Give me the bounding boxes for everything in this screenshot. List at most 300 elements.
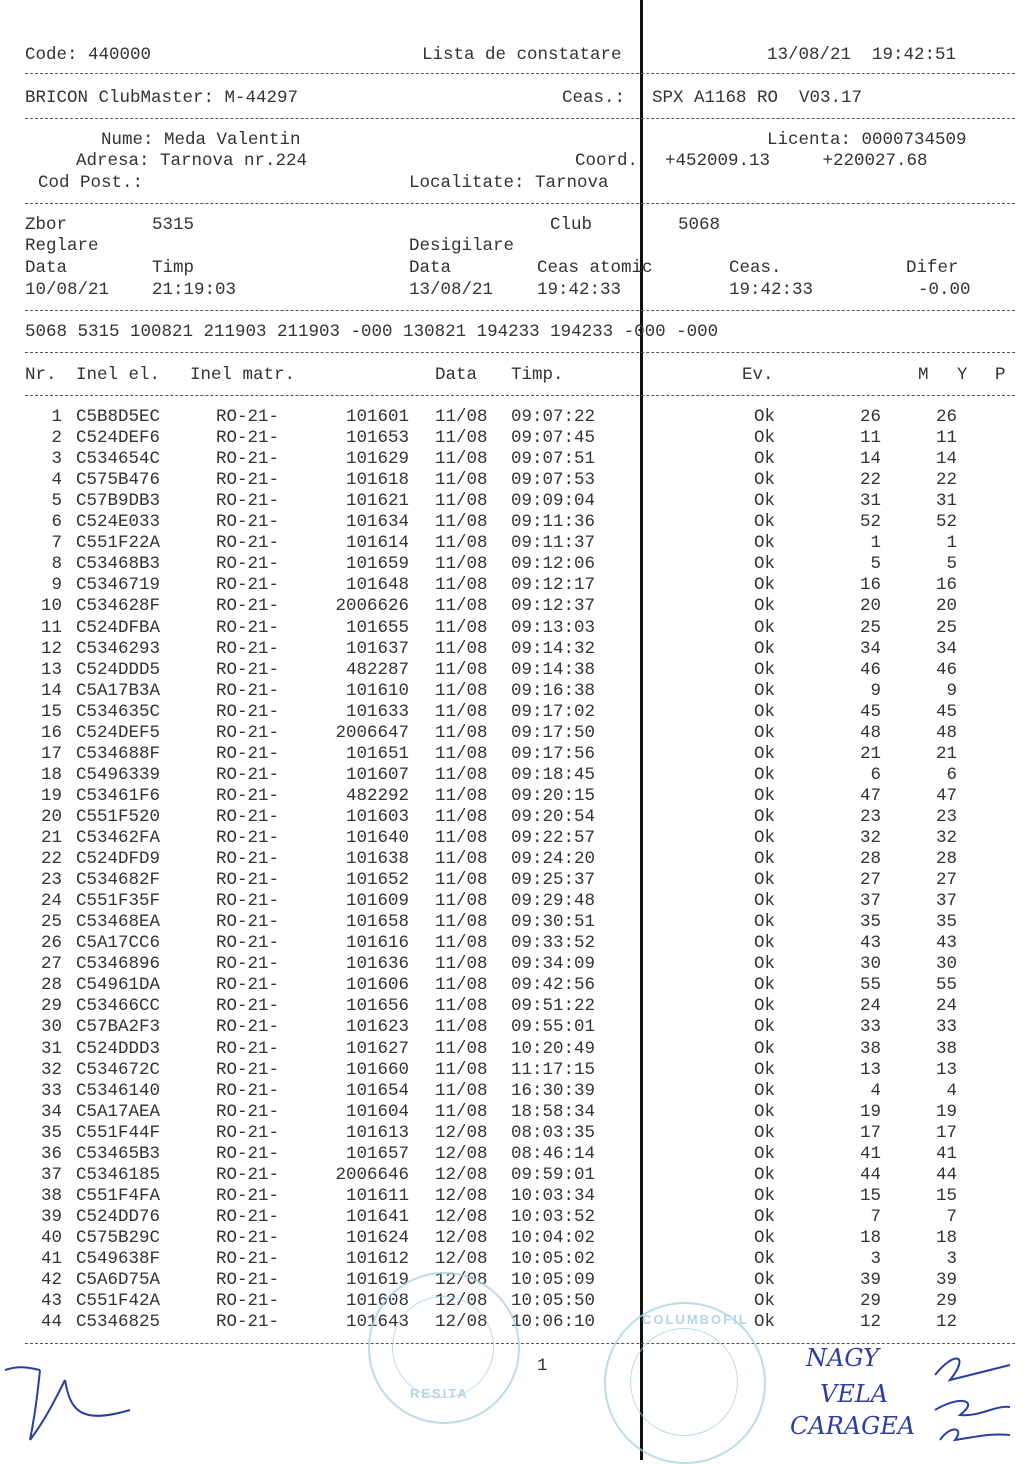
row-nr: 2 [51,428,62,449]
row-m: 31 [859,491,881,512]
row-time: 09:12:37 [511,596,596,617]
row-nr: 22 [40,849,62,870]
row-nr: 1 [51,407,62,427]
row-inel-matr: 101641 [345,1206,409,1227]
table-row [0,1144,1024,1165]
row-time: 09:09:04 [511,491,596,512]
row-nr: 26 [40,933,62,954]
row-y: 38 [935,1038,957,1059]
row-inel-matr: 101637 [345,638,409,659]
row-m: 11 [859,428,881,449]
row-time: 10:04:02 [511,1227,596,1248]
row-ring-prefix: RO-21- [216,596,280,617]
row-nr: 41 [40,1249,62,1269]
coord-value: +452009.13 +220027.68 [665,151,928,171]
row-date: 11/08 [435,806,488,827]
row-ring-prefix: RO-21- [216,1059,280,1080]
table-row [0,554,1024,575]
row-ev: Ok [754,491,776,512]
row-date: 12/08 [435,1270,488,1291]
row-inel-el: C53466CC [76,996,161,1017]
row-m: 16 [859,575,881,596]
row-ev: Ok [754,554,776,575]
row-nr: 35 [40,1122,62,1143]
row-time: 09:07:22 [511,407,596,427]
row-time: 09:17:56 [511,743,596,764]
row-time: 09:17:02 [511,701,596,722]
row-ring-prefix: RO-21- [216,1227,280,1248]
row-nr: 3 [51,449,62,470]
row-nr: 24 [40,891,62,912]
row-m: 38 [859,1038,881,1059]
row-y: 15 [935,1185,957,1206]
clock-time: 19:42:33 [729,280,814,300]
reglare-label: Reglare [25,236,99,256]
row-date: 11/08 [435,743,488,764]
row-inel-el: C524E033 [76,512,161,533]
row-date: 12/08 [435,1227,488,1248]
row-ring-prefix: RO-21- [216,1101,280,1122]
row-ring-prefix: RO-21- [216,680,280,701]
row-m: 7 [870,1206,881,1227]
row-nr: 43 [40,1291,62,1312]
row-inel-el: C53465B3 [76,1143,161,1164]
row-ev: Ok [754,743,776,764]
row-inel-el: C551F520 [76,806,161,827]
row-inel-el: C57B9DB3 [76,491,161,512]
row-inel-matr: 101618 [345,470,409,491]
row-nr: 28 [40,975,62,996]
row-nr: 17 [40,743,62,764]
table-row [0,807,1024,828]
row-inel-matr: 101627 [345,1038,409,1059]
code-line: 5068 5315 100821 211903 211903 -000 130821 194233 194233 -000 -000 [25,322,719,342]
row-y: 39 [935,1270,957,1291]
table-row [0,1017,1024,1038]
table-row [0,702,1024,723]
row-nr: 11 [40,617,62,638]
table-row [0,786,1024,807]
row-date: 11/08 [435,1101,488,1122]
row-y: 24 [935,996,957,1017]
row-ev: Ok [754,764,776,785]
row-ev: Ok [754,1038,776,1059]
flight-label: Zbor [25,215,68,235]
row-date: 11/08 [435,701,488,722]
row-inel-el: C524DEF6 [76,428,161,449]
table-row [0,1081,1024,1102]
row-inel-el: C5A6D75A [76,1270,161,1291]
row-y: 37 [935,891,957,912]
signature-left [0,1340,140,1450]
row-m: 39 [859,1270,881,1291]
row-y: 34 [935,638,957,659]
row-ev: Ok [754,785,776,806]
row-nr: 16 [40,722,62,743]
row-m: 44 [859,1164,881,1185]
row-ev: Ok [754,407,776,427]
row-ev: Ok [754,596,776,617]
atomic-clock-time: 19:42:33 [537,280,622,300]
document-title: Lista de constatare [422,45,622,65]
row-ev: Ok [754,891,776,912]
row-time: 10:03:52 [511,1206,596,1227]
row-y: 16 [935,575,957,596]
row-time: 09:25:37 [511,870,596,891]
col-y: Y [957,365,968,385]
row-time: 09:22:57 [511,828,596,848]
row-y: 33 [935,1017,957,1038]
row-ring-prefix: RO-21- [216,659,280,680]
row-inel-el: C575B476 [76,470,161,491]
row-time: 10:03:34 [511,1185,596,1206]
table-row [0,954,1024,975]
row-inel-el: C53461F6 [76,785,161,806]
row-nr: 7 [51,533,62,554]
row-ring-prefix: RO-21- [216,512,280,533]
row-ev: Ok [754,1164,776,1185]
row-ev: Ok [754,954,776,975]
table-row [0,1102,1024,1123]
row-time: 09:29:48 [511,891,596,912]
row-y: 28 [935,849,957,870]
row-date: 11/08 [435,828,488,848]
row-inel-el: C575B29C [76,1227,161,1248]
row-y: 18 [935,1227,957,1248]
row-inel-matr: 101655 [345,617,409,638]
table-row [0,618,1024,639]
row-time: 09:13:03 [511,617,596,638]
row-ring-prefix: RO-21- [216,785,280,806]
row-inel-matr: 101651 [345,743,409,764]
row-ev: Ok [754,806,776,827]
row-m: 20 [859,596,881,617]
table-row [0,1186,1024,1207]
row-time: 09:42:56 [511,975,596,996]
row-inel-el: C5346185 [76,1164,161,1185]
row-nr: 5 [51,491,62,512]
row-inel-matr: 101648 [345,575,409,596]
table-row [0,912,1024,933]
row-time: 11:17:15 [511,1059,596,1080]
table-row [0,491,1024,512]
row-y: 46 [935,659,957,680]
row-inel-el: C534672C [76,1059,161,1080]
row-time: 09:34:09 [511,954,596,975]
row-ring-prefix: RO-21- [216,806,280,827]
row-y: 47 [935,785,957,806]
row-ev: Ok [754,1080,776,1101]
table-row [0,449,1024,470]
col-p: P [995,365,1006,385]
row-inel-el: C551F42A [76,1291,161,1312]
row-m: 18 [859,1227,881,1248]
row-ev: Ok [754,828,776,848]
row-nr: 38 [40,1185,62,1206]
row-inel-matr: 101629 [345,449,409,470]
row-inel-el: C5346825 [76,1312,161,1333]
coord-label: Coord. [575,151,639,171]
row-ring-prefix: RO-21- [216,428,280,449]
row-inel-matr: 2006646 [335,1164,409,1185]
owner-address: Adresa: Tarnova nr.224 [76,151,308,171]
row-inel-matr: 482292 [345,785,409,806]
row-time: 10:05:02 [511,1249,596,1269]
row-time: 09:14:38 [511,659,596,680]
row-ring-prefix: RO-21- [216,1080,280,1101]
row-nr: 14 [40,680,62,701]
row-y: 27 [935,870,957,891]
table-row [0,891,1024,912]
row-ring-prefix: RO-21- [216,575,280,596]
row-ev: Ok [754,701,776,722]
row-date: 11/08 [435,617,488,638]
row-m: 32 [859,828,881,848]
row-inel-matr: 101614 [345,533,409,554]
row-y: 12 [935,1312,957,1333]
page-number: 1 [537,1356,548,1376]
row-inel-el: C54961DA [76,975,161,996]
row-ev: Ok [754,722,776,743]
row-inel-matr: 101643 [345,1312,409,1333]
row-y: 48 [935,722,957,743]
device-info: BRICON ClubMaster: M-44297 [25,88,299,108]
row-time: 09:51:22 [511,996,596,1017]
row-nr: 36 [40,1143,62,1164]
row-time: 09:33:52 [511,933,596,954]
row-m: 4 [870,1080,881,1101]
row-ev: Ok [754,470,776,491]
row-ev: Ok [754,533,776,554]
row-inel-el: C534688F [76,743,161,764]
row-nr: 29 [40,996,62,1017]
club-stamp-right: COLUMBOFIL [604,1302,766,1464]
table-row [0,1207,1024,1228]
flight-value: 5315 [152,215,195,235]
row-nr: 4 [51,470,62,491]
reglare-time: 21:19:03 [152,280,237,300]
row-time: 10:20:49 [511,1038,596,1059]
col-m: M [918,365,929,385]
row-inel-el: C5346293 [76,638,161,659]
row-ring-prefix: RO-21- [216,1312,280,1333]
row-m: 24 [859,996,881,1017]
row-m: 12 [859,1312,881,1333]
row-inel-el: C53468EA [76,912,161,933]
row-time: 08:46:14 [511,1143,596,1164]
reglare-time-label: Timp [152,258,195,278]
row-inel-el: C551F35F [76,891,161,912]
row-inel-el: C524DEF5 [76,722,161,743]
table-row [0,639,1024,660]
row-nr: 13 [40,659,62,680]
desigilare-date-label: Data [409,258,452,278]
row-nr: 9 [51,575,62,596]
row-date: 11/08 [435,554,488,575]
row-y: 55 [935,975,957,996]
row-inel-el: C5A17AEA [76,1101,161,1122]
row-inel-matr: 101610 [345,680,409,701]
table-row [0,575,1024,596]
table-row [0,1165,1024,1186]
row-inel-el: C524DDD5 [76,659,161,680]
row-ring-prefix: RO-21- [216,470,280,491]
row-date: 11/08 [435,785,488,806]
row-inel-matr: 101612 [345,1249,409,1269]
row-ev: Ok [754,996,776,1017]
row-m: 43 [859,933,881,954]
row-ring-prefix: RO-21- [216,975,280,996]
row-ring-prefix: RO-21- [216,912,280,933]
col-nr: Nr. [25,365,57,385]
row-date: 11/08 [435,470,488,491]
row-date: 11/08 [435,680,488,701]
row-nr: 10 [40,596,62,617]
row-time: 10:05:50 [511,1291,596,1312]
row-ring-prefix: RO-21- [216,1206,280,1227]
row-m: 15 [859,1185,881,1206]
reglare-date: 10/08/21 [25,280,110,300]
row-y: 13 [935,1059,957,1080]
row-m: 9 [870,680,881,701]
row-date: 11/08 [435,596,488,617]
row-ev: Ok [754,933,776,954]
table-row [0,870,1024,891]
row-y: 23 [935,806,957,827]
row-time: 08:03:35 [511,1122,596,1143]
desigilare-date: 13/08/21 [409,280,494,300]
row-date: 11/08 [435,1080,488,1101]
row-date: 11/08 [435,996,488,1017]
clock-value: SPX A1168 RO V03.17 [652,88,863,108]
row-ring-prefix: RO-21- [216,933,280,954]
row-date: 11/08 [435,428,488,449]
row-ring-prefix: RO-21- [216,1017,280,1038]
row-m: 30 [859,954,881,975]
signature-marks [930,1345,1020,1445]
row-time: 09:20:15 [511,785,596,806]
row-ring-prefix: RO-21- [216,701,280,722]
row-m: 23 [859,806,881,827]
row-time: 10:06:10 [511,1312,596,1333]
table-row [0,975,1024,996]
row-date: 11/08 [435,491,488,512]
row-inel-el: C534628F [76,596,161,617]
row-y: 35 [935,912,957,933]
row-ring-prefix: RO-21- [216,638,280,659]
row-m: 45 [859,701,881,722]
divider [25,310,1015,311]
row-nr: 8 [51,554,62,575]
row-y: 19 [935,1101,957,1122]
table-row [0,744,1024,765]
row-ev: Ok [754,849,776,870]
table-row [0,470,1024,491]
row-inel-matr: 101608 [345,1291,409,1312]
row-ev: Ok [754,680,776,701]
row-date: 11/08 [435,975,488,996]
row-inel-el: C534682F [76,870,161,891]
table-row [0,933,1024,954]
row-ev: Ok [754,428,776,449]
signature-vela: VELA [820,1380,889,1408]
row-ring-prefix: RO-21- [216,617,280,638]
row-m: 14 [859,449,881,470]
row-inel-el: C551F44F [76,1122,161,1143]
row-m: 48 [859,722,881,743]
row-m: 21 [859,743,881,764]
row-inel-matr: 101634 [345,512,409,533]
header-datetime: 13/08/21 19:42:51 [767,45,957,65]
row-m: 17 [859,1122,881,1143]
row-nr: 12 [40,638,62,659]
table-row [0,660,1024,681]
row-nr: 19 [40,785,62,806]
row-ring-prefix: RO-21- [216,1249,280,1269]
row-inel-el: C5346719 [76,575,161,596]
row-nr: 25 [40,912,62,933]
row-date: 11/08 [435,638,488,659]
table-row [0,533,1024,554]
row-m: 25 [859,617,881,638]
col-data: Data [435,365,478,385]
row-ring-prefix: RO-21- [216,1122,280,1143]
row-y: 25 [935,617,957,638]
table-row [0,1060,1024,1081]
row-inel-matr: 101601 [345,407,409,427]
row-nr: 39 [40,1206,62,1227]
row-m: 19 [859,1101,881,1122]
row-time: 10:05:09 [511,1270,596,1291]
row-ev: Ok [754,617,776,638]
table-row [0,1228,1024,1249]
row-time: 09:11:37 [511,533,596,554]
row-m: 52 [859,512,881,533]
divider [25,118,1015,119]
row-inel-matr: 101621 [345,491,409,512]
row-y: 41 [935,1143,957,1164]
locality: Localitate: Tarnova [409,173,609,193]
row-ev: Ok [754,870,776,891]
row-inel-matr: 101619 [345,1270,409,1291]
row-time: 18:58:34 [511,1101,596,1122]
row-y: 43 [935,933,957,954]
row-ring-prefix: RO-21- [216,1038,280,1059]
row-inel-matr: 101604 [345,1101,409,1122]
row-m: 6 [870,764,881,785]
row-nr: 18 [40,764,62,785]
row-nr: 6 [51,512,62,533]
row-date: 11/08 [435,933,488,954]
row-inel-el: C5A17B3A [76,680,161,701]
row-y: 21 [935,743,957,764]
row-inel-matr: 101653 [345,428,409,449]
row-date: 11/08 [435,533,488,554]
row-ev: Ok [754,1101,776,1122]
row-y: 22 [935,470,957,491]
row-time: 09:59:01 [511,1164,596,1185]
row-nr: 27 [40,954,62,975]
row-ring-prefix: RO-21- [216,449,280,470]
row-time: 09:24:20 [511,849,596,870]
table-row [0,1039,1024,1060]
row-inel-matr: 101606 [345,975,409,996]
table-row [0,1249,1024,1270]
table-row [0,1291,1024,1312]
row-inel-matr: 101611 [345,1185,409,1206]
license: Licenta: 0000734509 [767,130,967,150]
row-m: 29 [859,1291,881,1312]
